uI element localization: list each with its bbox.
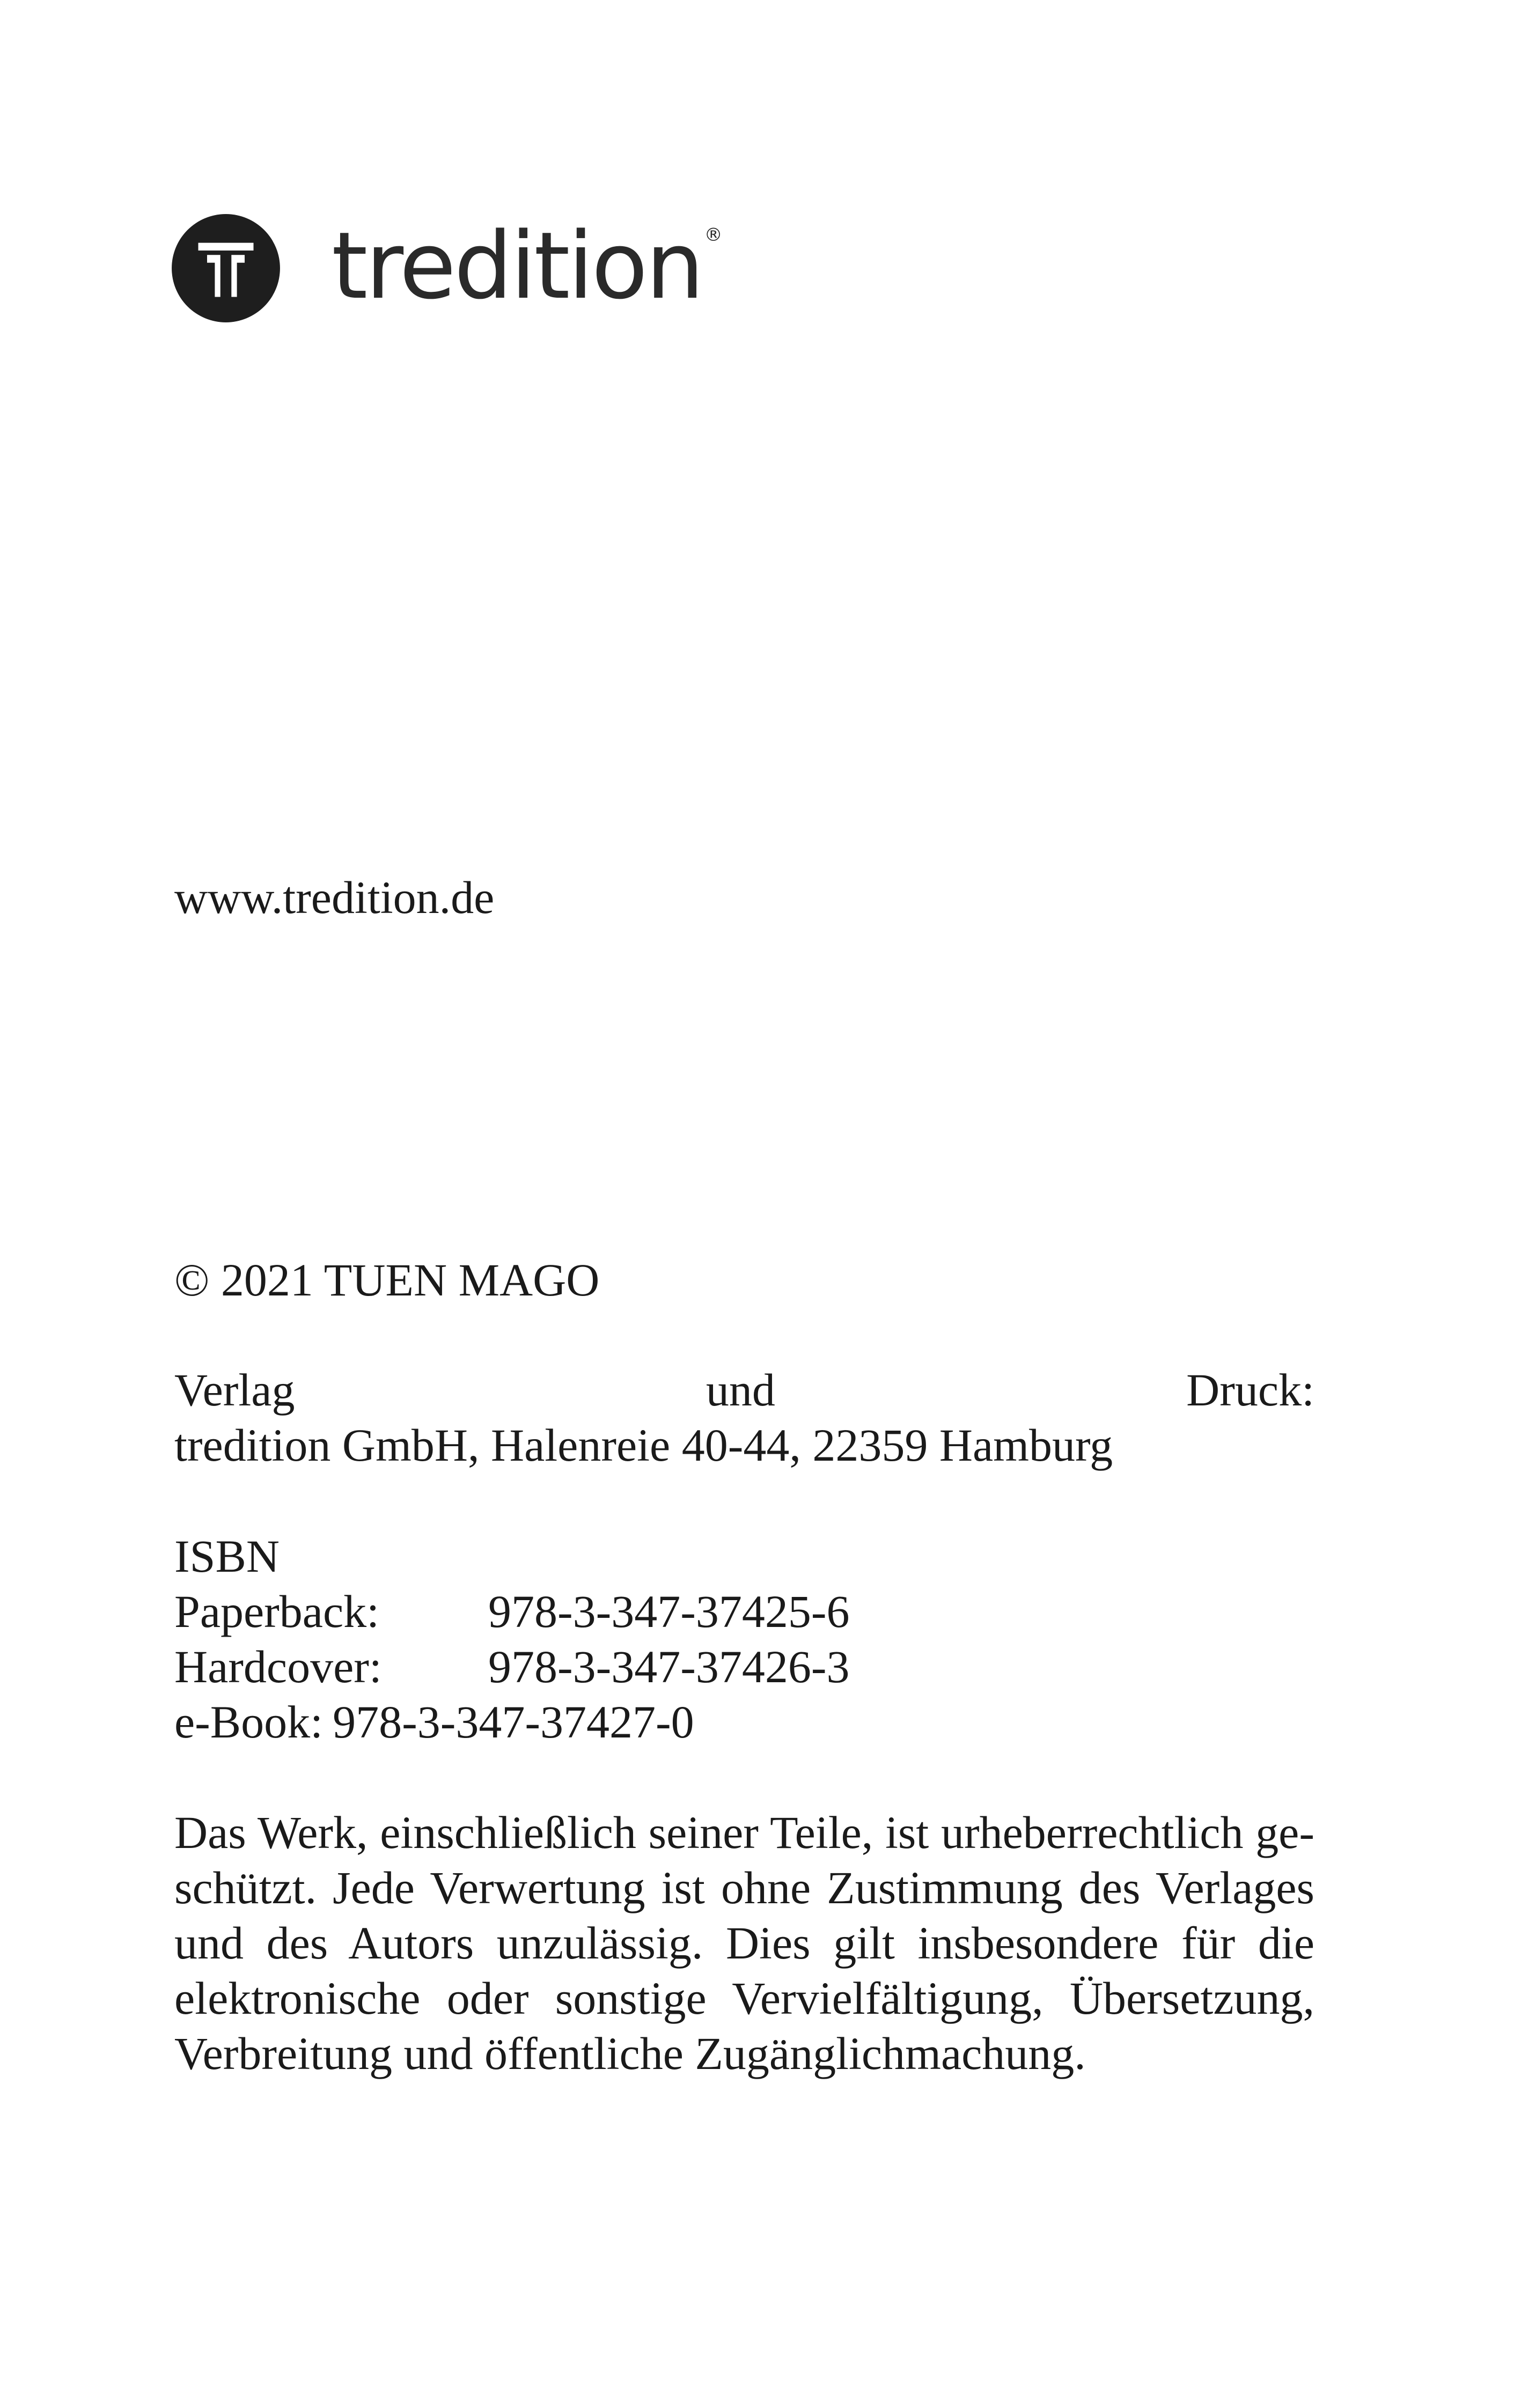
isbn-label: Hardcover: — [174, 1641, 382, 1692]
logo-wordmark: tredition — [332, 212, 702, 320]
copyright-line: © 2021 TUEN MAGO — [174, 1254, 600, 1306]
isbn-value: 978-3-347-37427-0 — [333, 1696, 694, 1748]
notice-line: schützt. Jede Verwertung ist ohne Zustimmung des Verlages — [174, 1862, 1314, 1913]
publisher-word-verlag: Verlag — [174, 1364, 295, 1416]
publisher-word-druck: Druck: — [1186, 1364, 1314, 1416]
publisher-word-und: und — [706, 1364, 775, 1416]
isbn-row-hardcover — [174, 1639, 1314, 1695]
isbn-value: 978-3-347-37426-3 — [488, 1641, 850, 1692]
isbn-row-ebook — [174, 1695, 1314, 1750]
publisher-logo — [171, 212, 723, 325]
registered-mark: ® — [704, 224, 723, 246]
isbn-heading: ISBN — [174, 1530, 280, 1582]
publisher-block — [174, 1363, 1314, 1473]
publisher-address: tredition GmbH, Halenreie 40-44, 22359 Hamburg — [174, 1419, 1113, 1471]
notice-line: elektronische oder sonstige Vervielfältigung, Übersetzung, — [174, 1972, 1314, 2024]
isbn-label: e-Book: — [174, 1696, 324, 1748]
copyright-notice — [174, 1805, 1314, 2081]
notice-line: Verbreitung und öffentliche Zugänglichmachung. — [174, 2028, 1086, 2079]
notice-line: Das Werk, einschließlich seiner Teile, ist urheberrechtlich ge- — [174, 1807, 1314, 1858]
tredition-logo-icon — [171, 213, 281, 323]
isbn-label: Paperback: — [174, 1586, 380, 1637]
notice-line: und des Autors unzulässig. Dies gilt insbesondere für die — [174, 1917, 1314, 1969]
isbn-value: 978-3-347-37425-6 — [488, 1586, 850, 1637]
isbn-block — [174, 1529, 1314, 1750]
publisher-heading — [174, 1363, 1314, 1418]
website-url[interactable]: www.tredition.de — [174, 872, 495, 923]
isbn-row-paperback — [174, 1584, 1314, 1639]
